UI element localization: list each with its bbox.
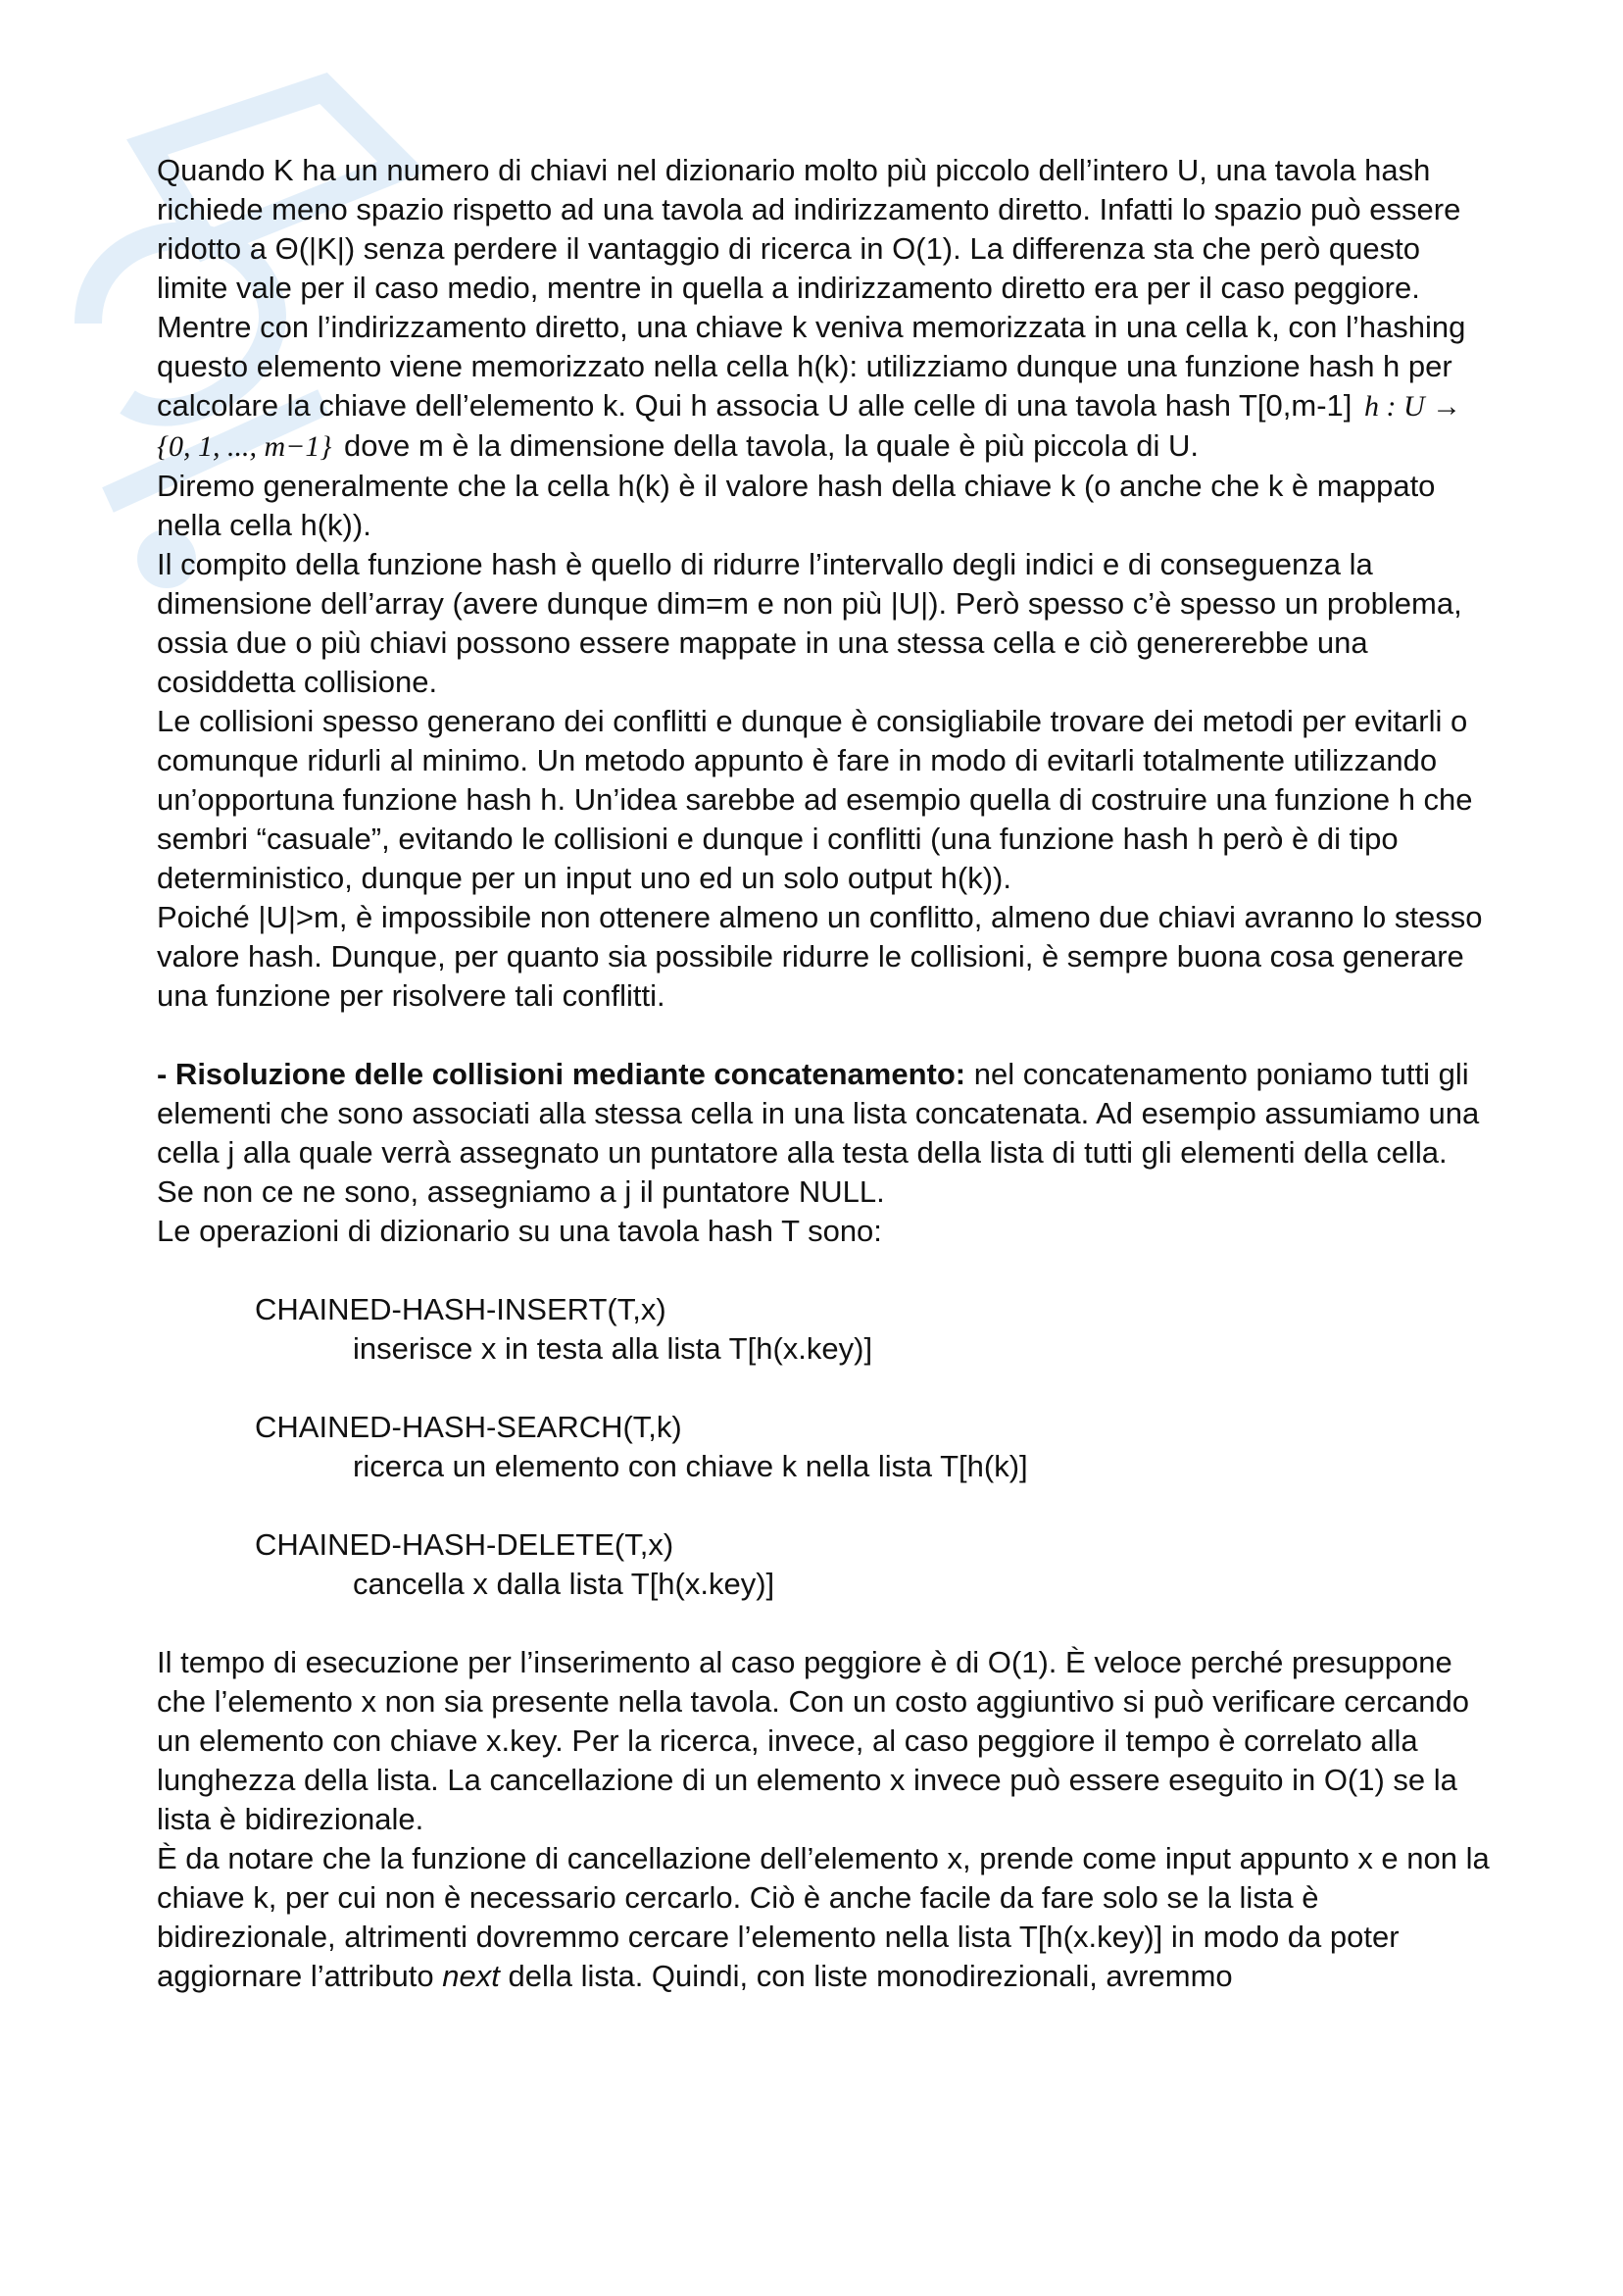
operation-description: cancella x dalla lista T[h(x.key)] — [353, 1567, 775, 1601]
paragraph-conflicts: Le collisioni spesso generano dei conflitti e dunque è consigliabile trovare dei metodi per evitarli o comunque ridurli al minimo. Un metodo appunto è fare in modo di evitarli totalmente utilizzando un’opportuna funzione hash h. Un’idea sarebbe ad esempio quella di costruire una funzione h che sembri “casuale”, evitando le collisioni e dunque i conflitti (una funzione hash h però è di tipo deterministico, dunque per un input uno ed un solo output h(k)). — [157, 704, 1473, 895]
operations-intro: Le operazioni di dizionario su una tavola hash T sono: — [157, 1214, 882, 1248]
math-formula: h : U → {0, 1, ..., m−1} — [157, 390, 1462, 463]
deletion-text-after: della lista. Quindi, con liste monodirezionali, avremmo — [499, 1959, 1233, 1993]
operation-name: CHAINED-HASH-DELETE(T,x) — [255, 1527, 674, 1562]
paragraph-intro: Quando K ha un numero di chiavi nel dizionario molto più piccolo dell’intero U, una tavola hash richiede meno spazio rispetto ad una tavola ad indirizzamento diretto. Infatti lo spazio può essere ridotto a Θ(|K|) senza perdere il vantaggio di ricerca in O(1). La differenza sta che però questo limite vale per il caso medio, mentre in quella a indirizzamento diretto era per il caso peggiore. — [157, 153, 1461, 305]
paragraph-collision: Il compito della funzione hash è quello di ridurre l’intervallo degli indici e di conseguenza la dimensione dell’array (avere dunque dim=m e non più |U|). Però spesso c’è spesso un problema, ossia due o più chiavi possono essere mappate in una stessa cella e ciò genererebbe una cosiddetta collisione. — [157, 547, 1462, 699]
section-text: nel concatenamento poniamo tutti gli elementi che sono associati alla stessa cella in una lista concatenata. Ad esempio assumiamo una cella j alla quale verrà assegnato un puntatore alla testa della lista di tutti gli elementi della cella. Se non ce ne sono, assegniamo a j il puntatore NULL. — [157, 1057, 1480, 1209]
deletion-text-before: È da notare che la funzione di cancellazione dell’elemento x, prende come input appunto x e non la chiave k, per cui non è necessario cercarlo. Ciò è anche facile da fare solo se la lista è bidirezionale, altrimenti dovremmo cercare l’elemento nella lista T[h(x.key)] in modo da poter aggiornare l’attributo — [157, 1841, 1490, 1993]
paragraph-hash-value: Diremo generalmente che la cella h(k) è il valore hash della chiave k (o anche che k è mappato nella cella h(k)). — [157, 469, 1436, 542]
paragraph-resolution: Poiché |U|>m, è impossibile non ottenere almeno un conflitto, almeno due chiavi avranno lo stesso valore hash. Dunque, per quanto sia possibile ridurre le collisioni, è sempre buona cosa generare una funzione per risolvere tali conflitti. — [157, 900, 1483, 1013]
operation-delete — [157, 1525, 1490, 1604]
text-before-math: Mentre con l’indirizzamento diretto, una chiave k veniva memorizzata in una cella k, con l’hashing questo elemento viene memorizzato nella cella h(k): utilizziamo dunque una funzione hash h per calcolare la chiave dell’elemento k. Qui h associa U alle celle di una tavola hash T[0,m-1] — [157, 310, 1466, 423]
paragraph-deletion — [157, 1839, 1490, 1996]
operations-list — [157, 1290, 1490, 1604]
paragraph-hash-function — [157, 308, 1490, 467]
operation-name: CHAINED-HASH-SEARCH(T,k) — [255, 1410, 682, 1444]
text-after-math: dove m è la dimensione della tavola, la quale è più piccola di U. — [344, 428, 1199, 463]
operation-insert — [157, 1290, 1490, 1369]
operation-name: CHAINED-HASH-INSERT(T,x) — [255, 1292, 666, 1326]
paragraph-complexity: Il tempo di esecuzione per l’inserimento al caso peggiore è di O(1). È veloce perché presuppone che l’elemento x non sia presente nella tavola. Con un costo aggiuntivo si può verificare cercando un elemento con chiave x.key. Per la ricerca, invece, al caso peggiore il tempo è correlato alla lunghezza della lista. La cancellazione di un elemento x invece può essere eseguito in O(1) se la lista è bidirezionale. — [157, 1645, 1469, 1836]
document-page — [157, 151, 1490, 1996]
operation-description: inserisce x in testa alla lista T[h(x.key)] — [353, 1331, 873, 1366]
section-heading: - Risoluzione delle collisioni mediante concatenamento: — [157, 1057, 966, 1091]
operation-description: ricerca un elemento con chiave k nella lista T[h(k)] — [353, 1449, 1028, 1483]
next-attribute: next — [442, 1959, 500, 1993]
section-chaining — [157, 1055, 1490, 1212]
operation-search — [157, 1408, 1490, 1486]
